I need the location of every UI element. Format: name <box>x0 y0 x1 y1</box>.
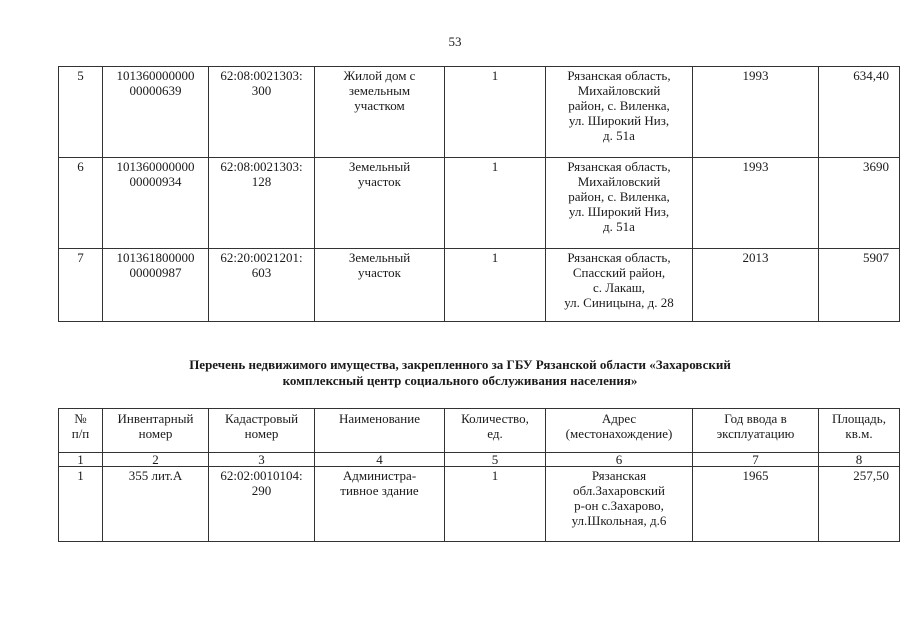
page-number: 53 <box>448 34 462 49</box>
cadastral-number-cell: 62:20:0021201: 603 <box>209 249 315 322</box>
area-cell: 257,50 <box>819 467 900 542</box>
quantity-cell: 1 <box>445 158 546 249</box>
section-heading <box>100 357 820 389</box>
column-number: 7 <box>693 453 819 467</box>
area-cell: 3690 <box>819 158 900 249</box>
table-row <box>59 249 900 322</box>
table-row <box>59 158 900 249</box>
property-table-zakharovsky <box>58 408 900 542</box>
column-header: Инвентарный номер <box>103 409 209 453</box>
property-table-mikhailovsky <box>58 66 900 322</box>
address-cell: Рязанская область, Михайловский район, с. Виленка, ул. Широкий Низ, д. 51а <box>546 67 693 158</box>
column-number: 5 <box>445 453 546 467</box>
column-header: Наименование <box>315 409 445 453</box>
row-number-cell: 7 <box>59 249 103 322</box>
cadastral-number-cell: 62:08:0021303: 300 <box>209 67 315 158</box>
column-header: № п/п <box>59 409 103 453</box>
column-header: Год ввода в эксплуатацию <box>693 409 819 453</box>
row-number-cell: 5 <box>59 67 103 158</box>
column-header: Адрес (местонахождение) <box>546 409 693 453</box>
year-cell: 1965 <box>693 467 819 542</box>
address-cell: Рязанская область, Спасский район, с. Лакаш, ул. Синицына, д. 28 <box>546 249 693 322</box>
column-number: 2 <box>103 453 209 467</box>
column-header: Количество, ед. <box>445 409 546 453</box>
table-row <box>59 467 900 542</box>
area-cell: 5907 <box>819 249 900 322</box>
inventory-number-cell: 101360000000 00000639 <box>103 67 209 158</box>
year-cell: 2013 <box>693 249 819 322</box>
name-cell: Земельный участок <box>315 158 445 249</box>
inventory-number-cell: 101360000000 00000934 <box>103 158 209 249</box>
row-number-cell: 6 <box>59 158 103 249</box>
quantity-cell: 1 <box>445 467 546 542</box>
table-row <box>59 67 900 158</box>
year-cell: 1993 <box>693 158 819 249</box>
column-number: 1 <box>59 453 103 467</box>
column-number: 4 <box>315 453 445 467</box>
inventory-number-cell: 355 лит.А <box>103 467 209 542</box>
column-number: 3 <box>209 453 315 467</box>
header-row <box>59 409 900 453</box>
inventory-number-cell: 101361800000 00000987 <box>103 249 209 322</box>
area-cell: 634,40 <box>819 67 900 158</box>
column-number-row <box>59 453 900 467</box>
column-number: 8 <box>819 453 900 467</box>
column-header: Кадастровый номер <box>209 409 315 453</box>
name-cell: Земельный участок <box>315 249 445 322</box>
section-heading-text: Перечень недвижимого имущества, закрепленного за ГБУ Рязанской области «Захаровский комплексный центр социального обслуживания населения» <box>189 357 731 388</box>
cadastral-number-cell: 62:08:0021303: 128 <box>209 158 315 249</box>
cadastral-number-cell: 62:02:0010104: 290 <box>209 467 315 542</box>
column-header: Площадь, кв.м. <box>819 409 900 453</box>
row-number-cell: 1 <box>59 467 103 542</box>
address-cell: Рязанская обл.Захаровский р-он с.Захарово, ул.Школьная, д.6 <box>546 467 693 542</box>
year-cell: 1993 <box>693 67 819 158</box>
address-cell: Рязанская область, Михайловский район, с. Виленка, ул. Широкий Низ, д. 51а <box>546 158 693 249</box>
name-cell: Администра- тивное здание <box>315 467 445 542</box>
column-number: 6 <box>546 453 693 467</box>
quantity-cell: 1 <box>445 67 546 158</box>
quantity-cell: 1 <box>445 249 546 322</box>
name-cell: Жилой дом с земельным участком <box>315 67 445 158</box>
